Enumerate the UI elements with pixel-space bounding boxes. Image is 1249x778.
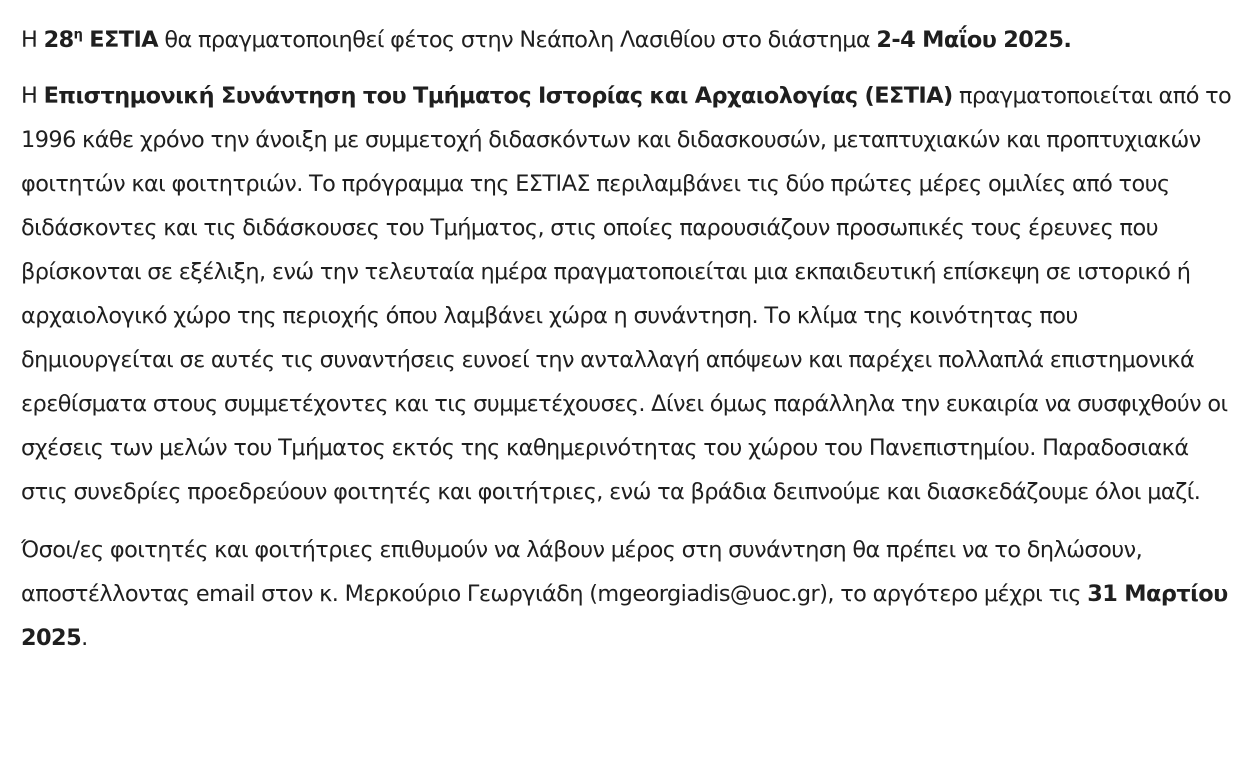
description-paragraph — [21, 74, 1236, 514]
edition-title: ΕΣΤΙΑ — [82, 27, 159, 53]
event-dates: 2-4 Μαΐου 2025. — [876, 27, 1072, 53]
registration-end: . — [81, 625, 88, 651]
registration-body: Όσοι/ες φοιτητές και φοιτήτριες επιθυμούν να λάβουν μέρος στη συνάντηση θα πρέπει να το δηλώσουν, αποστέλλοντας email στον κ. Μερκούριο Γεωργιάδη (mgeorgiadis@uoc.gr), το αργότερο μέχρι τις — [21, 537, 1143, 607]
announcement-content — [21, 0, 1236, 660]
intro-paragraph — [21, 18, 1236, 62]
registration-deadline: 31 Μαρτίου 2025 — [21, 581, 1228, 651]
intro-text-start: Η — [21, 27, 44, 53]
intro-text-middle: θα πραγματοποιηθεί φέτος στην Νεάπολη Λασιθίου στο διάστημα — [158, 27, 877, 53]
description-text-start: Η — [21, 83, 44, 109]
edition-ordinal-suffix: η — [73, 27, 83, 43]
event-full-title: Επιστημονική Συνάντηση του Τμήματος Ιστορίας και Αρχαιολογίας (ΕΣΤΙΑ) — [43, 83, 953, 109]
edition-name — [44, 27, 159, 53]
edition-number: 28 — [43, 27, 74, 53]
description-body: πραγματοποιείται από το 1996 κάθε χρόνο την άνοιξη με συμμετοχή διδασκόντων και διδασκουσών, μεταπτυχιακών και προπτυχιακών φοιτητών και φοιτητριών. Το πρόγραμμα της ΕΣΤΙΑΣ περιλαμβάνει τις δύο πρώτες μέρες ομιλίες από τους διδάσκοντες και τις διδάσκουσες του Τμήματος, στις οποίες παρουσιάζουν προσωπικές τους έρευνες που βρίσκονται σε εξέλιξη, ενώ την τελευταία ημέρα πραγματοποιείται μια εκπαιδευτική επίσκεψη σε ιστορικό ή αρχαιολογικό χώρο της περιοχής όπου λαμβάνει χώρα η συνάντηση. Το κλίμα της κοινότητας που δημιουργείται σε αυτές τις συναντήσεις ευνοεί την ανταλλαγή απόψεων και παρέχει πολλαπλά επιστημονικά ερεθίσματα στους συμμετέχοντες και τις συμμετέχουσες. Δίνει όμως παράλληλα την ευκαιρία να συσφιχθούν οι σχέσεις των μελών του Τμήματος εκτός της καθημερινότητας του χώρου του Πανεπιστημίου. Παραδοσιακά στις συνεδρίες προεδρεύουν φοιτητές και φοιτήτριες, ενώ τα βράδια δειπνούμε και διασκεδάζουμε όλοι μαζί. — [21, 83, 1232, 505]
registration-paragraph — [21, 528, 1236, 660]
